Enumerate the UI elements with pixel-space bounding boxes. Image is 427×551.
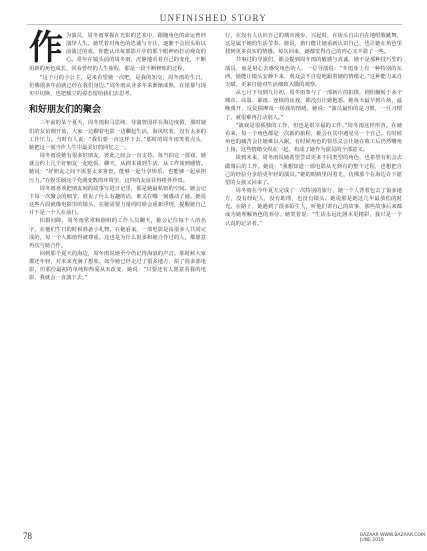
- page-number: 78: [23, 531, 32, 541]
- paragraph: “演戏是很孤独的工作，但也是很幸福的工作。”周冬雨这样形容。在她看来，每一个角色都是一次新的旅程，她会在其中遇见另一个自己。有时候角色的痛苦会让她难以入眠，有时候角色的快乐又会让她在收工后仍然嘴角上扬。这些情绪交织在一起，构成了她作为演员的全部意义。: [225, 122, 402, 154]
- drop-cap: 作: [29, 30, 63, 67]
- header-divider: [27, 24, 402, 25]
- paragraph: 从七月下旬到九月初，周冬雨参与了一部新片的拍摄，剧组辗转于多个城市。高温、暴雨、连续的夜戏，都没有让她抱怨。她每天最早到片场，最晚离开，反复揣摩每一场戏的情绪。她说：“演员最怕的是习惯，一旦习惯了，就很难再打动别人。”: [225, 90, 402, 121]
- continued-paragraph: 行，在没有人认识自己的城市漫步，兴起时，在街头自由自在地唱歌跳舞，这是属于她的生活节奏。她说，旅行能让她重新认识自己，也让她在角色里找到更多真实的情感。每次回来，她都觉得自己的内心又丰盈了一些。: [225, 33, 402, 56]
- paragraph: 三年前的某个夏天，周冬雨和马思纯、导演曾国祥在海边度假，那时她们的友谊刚开始，大家一边聊着电影一边聊起生活，海风吹着，没有太多的工作压力。当时有人说：“我们要一直这样下去。”那时的周冬雨笑着点头，她把这一刻当作人生中最美好的回忆之一。: [29, 120, 206, 151]
- paragraph: 周冬雨喜欢把朋友间的故事写进日记里，那是她最私密的空间。她会记下每一次聚会的细节，谁说了什么有趣的话，谁又在哪一刻感动了她。她说这些片段就像电影里的镜头，在她需要力量的时候会重新浮现，提醒她自己并不是一个人在前行。: [29, 185, 206, 217]
- paragraph: 共事过的导演们，都会提到周冬雨的敏感与真诚。她不是那种技巧型的演员，而是用心去感受角色的人。一位导演说：“冬雨身上有一种特别的东西，她能让镜头安静下来，观众会不自觉地跟着她的情绪走。”这种能力来自天赋，更来自她对生活细致入微的观察。: [225, 57, 402, 88]
- opening-paragraph: 为演员，周冬雨掌握在光影的艺术中，跟随角色的命运曾经演绎人生。她凭着对角色的忠诚与专注，逐渐不会因头衔以前演过的戏，你能认出每部影片中的那个眼神而打动观众的心。常年在镜头前的周冬雨，沉静地看着自己的变化，不断用新的角色成长，回看曾经的人生旅程，那是一段不断修炼的过程。: [29, 33, 206, 72]
- left-text-column: [29, 32, 206, 283]
- magazine-section-header: UNFINISHED STORY: [159, 13, 268, 23]
- paragraph: “这个月的小公主，是来看望她一次吧，是我的知交，周冬雨的生日，仿佛很多年前就已经在我们身边。”周冬雨从业多年来渐渐成熟，在银幕与现实中切换，也把独立的姿态留给我们去思考。: [29, 75, 206, 98]
- paragraph: 周冬雨说她有很多好朋友，彼此之间会一直支持。每当拍完一部戏，她就会约上几个好朋友一起吃饭、聊天，从剧本谈到生活，从工作谈到感情。她说：“好朋友之间不需要太多客套，能够一起分享快乐，也能够一起承担压力。”在娱乐圈这个充满变数的环境里，这样的友谊显得格外珍贵。: [29, 153, 206, 184]
- paragraph: 谈到未来，周冬雨说她希望尝试更多不同类型的角色，也希望有机会去做幕后的工作。她说：“我想知道一部电影从无到有的整个过程，也想把自己的经验分享给更年轻的演员。”她的眼睛里闪着光，仿佛那个在海边许下愿望的女孩又回来了。: [225, 155, 402, 186]
- paragraph: 周冬雨在今年夏天完成了一次特别的旅行，她一个人背着包去了很多地方，没有经纪人，没有助理，也没有镜头。她说那是她这几年最放松的时光。在路上，她遇到了很多陌生人，听他们讲自己的故事，那些故事后来都成为她理解角色的养分。她笑着说：“生活永远比剧本更精彩，我只是一个认真的记录者。”: [225, 187, 402, 227]
- section-heading: 和好朋友们的聚会: [29, 104, 102, 115]
- paragraph: 拍摄间隙，周冬雨常常和剧组的工作人员聊天，她会记住每个人的名字，在他们生日的时候准备小礼物。在她看来，一部电影是由很多人共同完成的，每一个人都值得被尊重。这也是为什么很多和她合作过的人，都愿意再次与她合作。: [29, 218, 206, 249]
- right-text-column: [225, 32, 402, 228]
- magazine-info: BAZAAR WWW.BAZAAR.COM JUNE 2019: [360, 533, 425, 543]
- paragraph: 回到那个夏天的海边，周冬雨说她至今仍记得海浪的声音。那时候大家都还年轻，对未来充满了想象。如今她已经走过了很多地方，拍了很多部电影，但那份最初的单纯和热爱从未改变。她说：“只要还有人愿意看我的电影，我就会一直演下去。”: [29, 250, 206, 282]
- opening-paragraph-block: [29, 32, 206, 74]
